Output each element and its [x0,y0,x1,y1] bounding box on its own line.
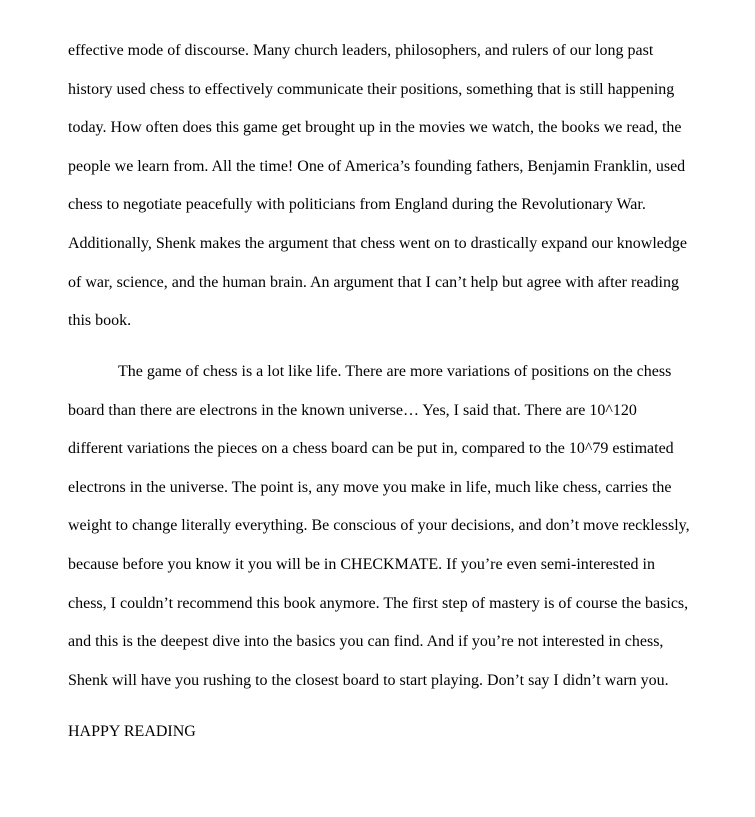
paragraph-line: electrons in the universe. The point is, any move you make in life, much like chess, carries the [68,478,672,496]
paragraph-line: history used chess to effectively communicate their positions, something that is still happening [68,80,675,98]
paragraph-2 [68,353,748,700]
paragraph-line: Shenk will have you rushing to the closest board to start playing. Don’t say I didn’t warn you. [68,671,669,689]
paragraph-line: chess to negotiate peacefully with politicians from England during the Revolutionary War. [68,196,646,214]
paragraph-line: Additionally, Shenk makes the argument that chess went on to drastically expand our knowledge [68,234,687,252]
paragraph-line: board than there are electrons in the known universe… Yes, I said that. There are 10^120 [68,401,637,419]
paragraph-line: weight to change literally everything. Be conscious of your decisions, and don’t move recklessly, [68,517,690,535]
paragraph-line: people we learn from. All the time! One of America’s founding fathers, Benjamin Franklin, used [68,157,686,175]
paragraph-line: this book. [68,312,132,330]
closing-line: HAPPY READING [68,723,196,740]
paragraph-line: today. How often does this game get brought up in the movies we watch, the books we read, the [68,119,682,137]
paragraph-line: different variations the pieces on a chess board can be put in, compared to the 10^79 estimated [68,440,674,458]
paragraph-line: because before you know it you will be in CHECKMATE. If you’re even semi-interested in [68,555,655,573]
paragraph-line: effective mode of discourse. Many church leaders, philosophers, and rulers of our long past [68,42,654,59]
paragraph-line: and this is the deepest dive into the basics you can find. And if you’re not interested in chess, [68,633,664,651]
paragraph-line: of war, science, and the human brain. An argument that I can’t help but agree with after reading [68,273,679,291]
paragraph-line: chess, I couldn’t recommend this book anymore. The first step of mastery is of course the basics, [68,594,689,612]
paragraph-1 [68,32,748,341]
paragraph-line: The game of chess is a lot like life. There are more variations of positions on the chess [118,363,672,380]
